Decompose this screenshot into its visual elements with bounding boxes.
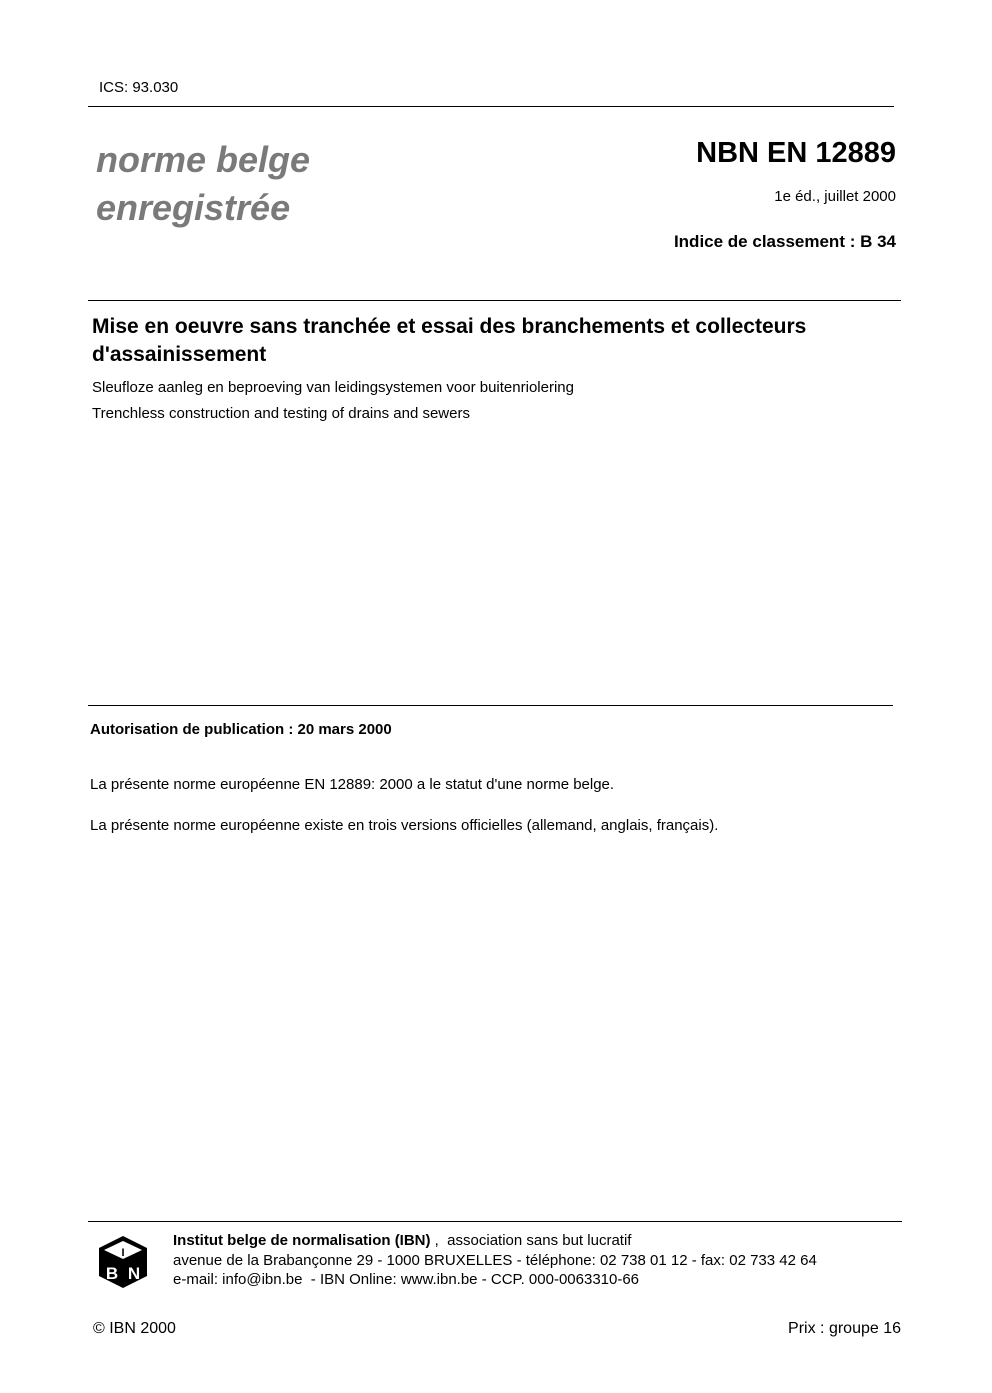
institute-name: Institut belge de normalisation (IBN) <box>173 1232 431 1249</box>
classification-index: Indice de classement : B 34 <box>673 232 896 251</box>
edition-date: 1e éd., juillet 2000 <box>774 188 896 205</box>
top-divider <box>88 106 894 107</box>
footer-divider <box>88 1221 902 1222</box>
title-dutch: Sleufloze aanleg en beproeving van leidingsystemen voor buitenriolering <box>92 379 574 396</box>
institute-address: avenue de la Brabançonne 29 - 1000 BRUXELLES - téléphone: 02 738 01 12 - fax: 02 733 42 64 <box>173 1252 817 1269</box>
logo-letter-b: B <box>105 1264 119 1283</box>
body-divider <box>88 705 893 706</box>
status-paragraph: La présente norme européenne EN 12889: 2000 a le statut d'une norme belge. <box>90 776 615 793</box>
registered-standard-label <box>96 136 310 232</box>
registered-line-1: norme belge <box>96 139 311 180</box>
publication-authorisation: Autorisation de publication : 20 mars 2000 <box>90 721 392 738</box>
logo-letter-n: N <box>127 1264 141 1283</box>
title-french: Mise en oeuvre sans tranchée et essai des branchements et collecteurs d'assainissement <box>92 315 807 366</box>
institute-line <box>173 1232 631 1249</box>
ibn-logo-icon <box>97 1234 149 1290</box>
title-divider <box>88 300 901 301</box>
versions-paragraph: La présente norme européenne existe en trois versions officielles (allemand, anglais, français). <box>90 817 719 834</box>
price-group: Prix : groupe 16 <box>788 1320 901 1337</box>
copyright: © IBN 2000 <box>93 1320 176 1337</box>
institute-contact: e-mail: info@ibn.be - IBN Online: www.ibn.be - CCP. 000-0063310-66 <box>173 1271 640 1288</box>
logo-letter-i: I <box>121 1247 125 1259</box>
title-english: Trenchless construction and testing of drains and sewers <box>92 405 470 422</box>
registered-line-2: enregistrée <box>96 187 291 228</box>
institute-suffix: , association sans but lucratif <box>430 1232 632 1249</box>
ics-code: ICS: 93.030 <box>99 79 179 96</box>
standard-number: NBN EN 12889 <box>696 137 896 169</box>
